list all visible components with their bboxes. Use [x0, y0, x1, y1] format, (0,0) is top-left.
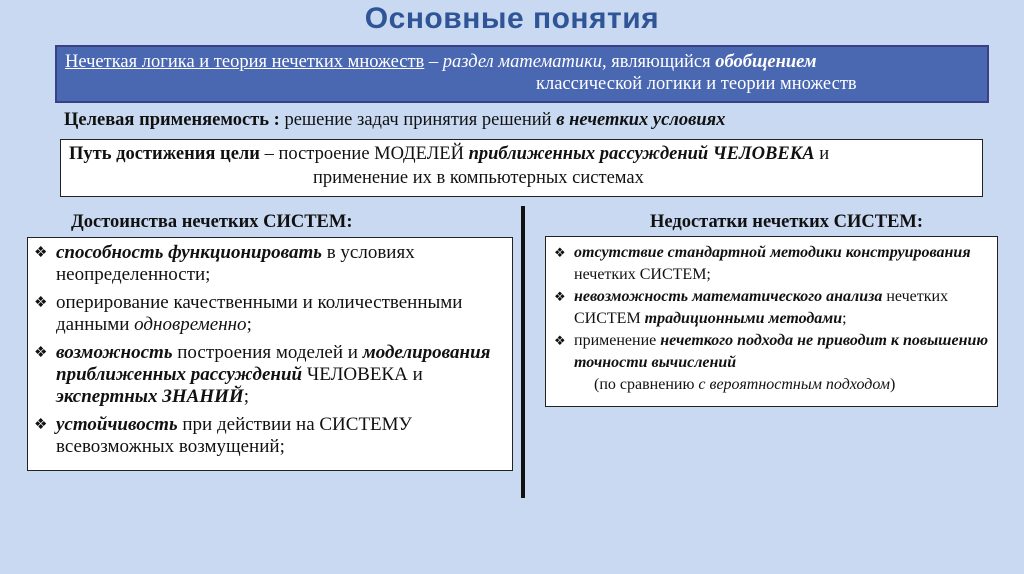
path-emph: приближенных рассуждений ЧЕЛОВЕКА [468, 144, 815, 164]
adv-1-b: в условиях неопределенности; [56, 242, 415, 285]
target-applicability [64, 110, 725, 131]
note-2: с вероятностным подходом [698, 376, 890, 393]
path-line-1 [69, 144, 829, 164]
note-1: (по сравнению [594, 376, 699, 393]
adv-3-c: моделирования приближенных рассуждений [56, 342, 491, 385]
dis-1-a: отсутствие стандартной методики конструирования [574, 244, 971, 261]
list-item [554, 242, 989, 286]
path-text-1: – построение МОДЕЛЕЙ [259, 144, 469, 164]
goal-path-box [60, 139, 983, 197]
target-emph: в нечетких условиях [556, 110, 726, 130]
note-3: ) [889, 376, 896, 393]
dis-2-d: ; [842, 310, 847, 327]
dis-3-b: нечеткого подхода не приводит к повышению точности вычислений [574, 332, 989, 371]
column-divider [521, 206, 525, 498]
disadvantages-heading: Недостатки нечетких СИСТЕМ: [650, 212, 924, 232]
adv-4-a: устойчивость [56, 414, 178, 435]
adv-3-e: экспертных ЗНАНИЙ [56, 386, 244, 407]
adv-2-b: одновременно [134, 314, 247, 335]
definition-part-3: обобщением [715, 52, 817, 72]
list-item [34, 342, 506, 408]
diamond-bullet-icon: ❖ [34, 295, 48, 311]
path-line-2: применение их в компьютерных системах [313, 168, 644, 188]
advantages-heading: Достоинства нечетких СИСТЕМ: [71, 212, 353, 232]
definition-part-1: раздел математики [442, 52, 603, 72]
definition-line-1 [65, 51, 979, 73]
list-item [554, 330, 989, 374]
path-label: Путь достижения цели [69, 144, 260, 164]
adv-1-a: способность функционировать [56, 242, 322, 263]
dis-2-c: традиционными методами [644, 310, 843, 327]
definition-line-2: классической логики и теории множеств [536, 74, 857, 94]
adv-3-a: возможность [56, 342, 173, 363]
diamond-bullet-icon: ❖ [34, 345, 48, 361]
diamond-bullet-icon: ❖ [554, 289, 566, 304]
diamond-bullet-icon: ❖ [34, 417, 48, 433]
adv-3-b: построения моделей и [172, 342, 363, 363]
adv-3-d: ЧЕЛОВЕКА и [302, 364, 423, 385]
adv-4-b: при действии на СИСТЕМУ всевозможных возмущений; [56, 414, 413, 457]
target-label: Целевая применяемость : [64, 110, 280, 130]
adv-2-c: ; [246, 314, 252, 335]
dis-1-b: нечетких СИСТЕМ; [574, 266, 711, 283]
list-item [34, 414, 506, 458]
list-item [34, 242, 506, 286]
list-item [34, 292, 506, 336]
list-item [554, 286, 989, 330]
target-text: решение задач принятия решений [279, 110, 557, 130]
advantages-list [27, 237, 513, 471]
comparison-note [554, 374, 989, 396]
disadvantages-list [545, 236, 998, 407]
dis-2-b: нечетких СИСТЕМ [574, 288, 949, 327]
slide-title: Основные понятия [364, 2, 660, 35]
definition-box [55, 45, 989, 103]
path-text-2: и [814, 144, 830, 164]
diamond-bullet-icon: ❖ [554, 333, 566, 348]
definition-part-2: , являющийся [602, 52, 716, 72]
dis-3-a: применение [574, 332, 661, 349]
definition-term: Нечеткая логика и теория нечетких множеств [65, 52, 425, 72]
dis-2-a: невозможность математического анализа [574, 288, 883, 305]
definition-dash: – [424, 52, 443, 72]
diamond-bullet-icon: ❖ [34, 245, 48, 261]
adv-3-f: ; [243, 386, 249, 407]
diamond-bullet-icon: ❖ [554, 245, 566, 260]
adv-2-a: оперирование качественными и количественными данными [56, 292, 463, 335]
